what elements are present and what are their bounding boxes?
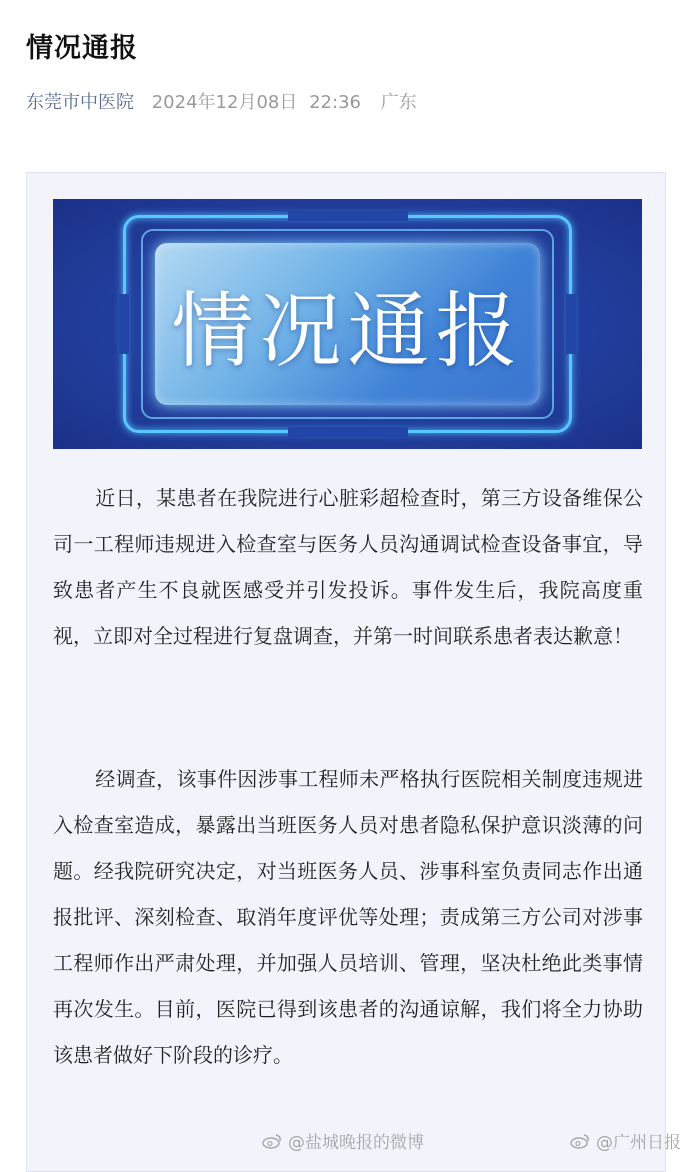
- body-paragraph: [53, 475, 643, 659]
- watermark: [570, 1128, 681, 1153]
- watermark: [262, 1128, 424, 1153]
- banner-plate: [155, 243, 540, 405]
- banner-frame-gap: [566, 294, 576, 354]
- weibo-icon: [570, 1133, 590, 1149]
- paragraph-text: 近日，某患者在我院进行心脏彩超检查时，第三方设备维保公司一工程师违规进入检查室与医务人员沟通调试检查设备事宜，导致患者产生不良就医感受并引发投诉。事件发生后，我院高度重视，立即对全过程进行复盘调查，并第一时间联系患者表达歉意！: [53, 486, 643, 648]
- article-content-card: [26, 172, 666, 1172]
- article-meta: [26, 88, 417, 114]
- banner-frame-gap: [119, 294, 129, 354]
- paragraph-text: 经调查，该事件因涉事工程师未严格执行医院相关制度违规进入检查室造成，暴露出当班医务人员对患者隐私保护意识淡薄的问题。经我院研究决定，对当班医务人员、涉事科室负责同志作出通报批评、深刻检查、取消年度评优等处理；责成第三方公司对涉事工程师作出严肃处理，并加强人员培训、管理，坚决杜绝此类事情再次发生。目前，医院已得到该患者的沟通谅解，我们将全力协助该患者做好下阶段的诊疗。: [53, 767, 643, 1067]
- banner-frame-gap: [288, 211, 408, 221]
- watermark-text: @盐城晚报的微博: [288, 1133, 424, 1153]
- banner-frame-gap: [288, 427, 408, 437]
- account-name-link[interactable]: 东莞市中医院: [26, 92, 134, 113]
- banner-title: 情况通报: [171, 283, 524, 379]
- weibo-icon: [262, 1133, 282, 1149]
- publish-time: 22:36: [309, 92, 361, 113]
- notice-banner-image: [53, 199, 642, 449]
- body-paragraph: [53, 756, 643, 1078]
- watermark-text: @广州日报: [596, 1133, 681, 1153]
- publish-location: 广东: [380, 92, 417, 113]
- publish-date: 2024年12月08日: [151, 92, 298, 113]
- page-title: 情况通报: [26, 33, 138, 64]
